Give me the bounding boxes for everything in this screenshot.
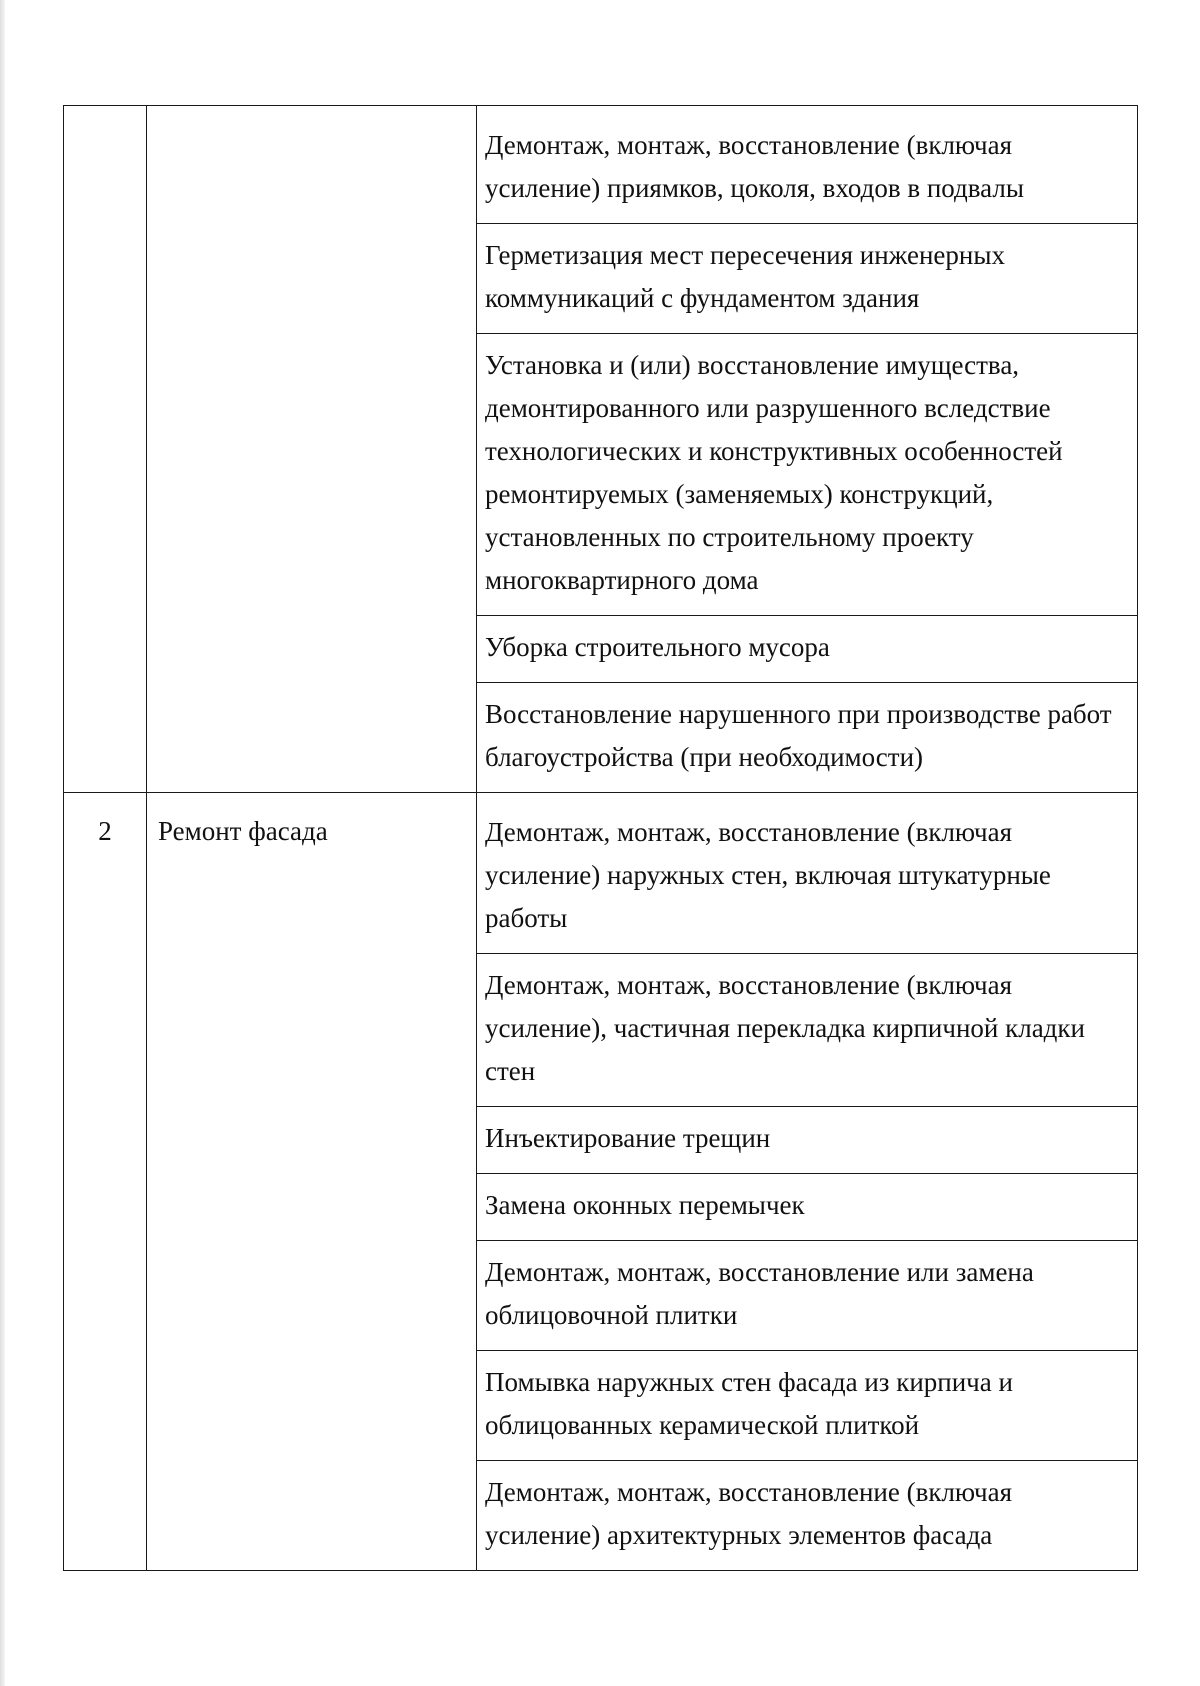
- section-name-cell: [147, 106, 477, 793]
- repair-works-table: [63, 105, 1138, 1571]
- table-row: [64, 793, 1138, 954]
- work-item-cell: Уборка строительного мусора: [477, 616, 1138, 683]
- work-item-cell: Демонтаж, монтаж, восстановление (включая усиление) наружных стен, включая штукатурные работы: [477, 793, 1138, 954]
- section-number-cell: 2: [64, 793, 147, 1571]
- work-item-cell: Демонтаж, монтаж, восстановление (включая усиление) архитектурных элементов фасада: [477, 1461, 1138, 1571]
- work-item-cell: Демонтаж, монтаж, восстановление или замена облицовочной плитки: [477, 1241, 1138, 1351]
- work-item-cell: Демонтаж, монтаж, восстановление (включая усиление), частичная перекладка кирпичной кладки стен: [477, 954, 1138, 1107]
- work-item-cell: Герметизация мест пересечения инженерных коммуникаций с фундаментом здания: [477, 224, 1138, 334]
- work-item-cell: Инъектирование трещин: [477, 1107, 1138, 1174]
- work-item-cell: Помывка наружных стен фасада из кирпича и облицованных керамической плиткой: [477, 1351, 1138, 1461]
- work-item-cell: Восстановление нарушенного при производстве работ благоустройства (при необходимости): [477, 683, 1138, 793]
- work-item-cell: Установка и (или) восстановление имущества, демонтированного или разрушенного вследствие технологических и конструктивных особенностей ремонтируемых (заменяемых) конструкций, установленных по строительному проекту многоквартирного дома: [477, 334, 1138, 616]
- scan-edge: [0, 0, 5, 1686]
- section-name-cell: Ремонт фасада: [147, 793, 477, 1571]
- section-number-cell: [64, 106, 147, 793]
- work-item-cell: Демонтаж, монтаж, восстановление (включая усиление) приямков, цоколя, входов в подвалы: [477, 106, 1138, 224]
- work-item-cell: Замена оконных перемычек: [477, 1174, 1138, 1241]
- table-row: [64, 106, 1138, 224]
